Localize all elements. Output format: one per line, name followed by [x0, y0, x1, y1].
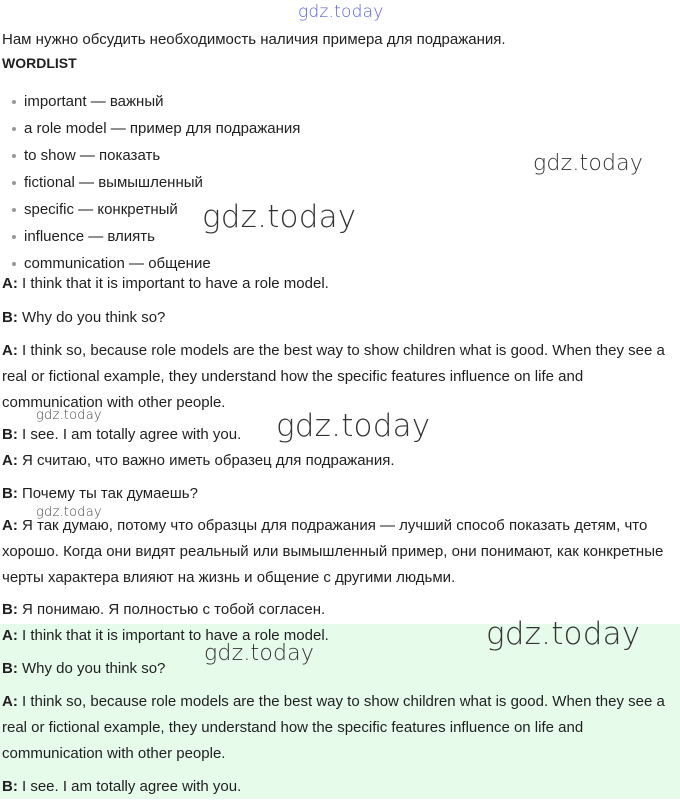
dialogue-line [2, 448, 678, 474]
dialogue-line [2, 656, 678, 682]
speaker-label: B: [2, 660, 18, 677]
speaker-label: B: [2, 778, 18, 795]
line-text: I think that it is important to have a role model. [17, 627, 329, 644]
dialogue-line [2, 689, 678, 767]
watermark: gdz.today [202, 199, 357, 235]
line-text: Я понимаю. Я полностью с тобой согласен. [17, 601, 326, 618]
speaker-label: B: [2, 426, 18, 443]
watermark: gdz.today [486, 616, 641, 652]
watermark: gdz.today [298, 2, 384, 22]
dialogue-line [2, 338, 678, 416]
speaker-label: A: [2, 693, 18, 710]
list-item: fictional — вымышленный [12, 169, 300, 196]
list-item: to show — показать [12, 142, 300, 169]
intro-text: Нам нужно обсудить необходимость наличия примера для подражания. [2, 31, 506, 48]
watermark: gdz.today [36, 408, 102, 423]
dialogue-line [2, 271, 678, 297]
watermark: gdz.today [36, 505, 102, 520]
watermark: gdz.today [276, 408, 431, 444]
speaker-label: B: [2, 601, 18, 618]
line-text: Why do you think so? [17, 660, 166, 677]
line-text: Я считаю, что важно иметь образец для подражания. [17, 452, 395, 469]
list-item: influence — влиять [12, 223, 300, 250]
speaker-label: A: [2, 627, 18, 644]
speaker-label: A: [2, 452, 18, 469]
dialogue-line [2, 481, 678, 507]
wordlist-heading: WORDLIST [2, 55, 77, 71]
line-text: Почему ты так думаешь? [17, 485, 198, 502]
list-item: a role model — пример для подражания [12, 115, 300, 142]
list-item: communication — общение [12, 250, 300, 277]
speaker-label: B: [2, 485, 18, 502]
line-text: Why do you think so? [17, 309, 166, 326]
line-text: I think that it is important to have a role model. [17, 275, 329, 292]
speaker-label: A: [2, 275, 18, 292]
watermark: gdz.today [533, 151, 644, 176]
speaker-label: A: [2, 517, 18, 534]
list-item: important — важный [12, 88, 300, 115]
line-text: I see. I am totally agree with you. [17, 778, 242, 795]
speaker-label: B: [2, 309, 18, 326]
dialogue-line [2, 513, 678, 591]
watermark: gdz.today [204, 641, 315, 666]
line-text: I see. I am totally agree with you. [17, 426, 242, 443]
dialogue-line [2, 774, 678, 800]
line-text: I think so, because role models are the best way to show children what is good. When they see a real or fictional example, they understand how the specific features influence on life and communication with other people. [2, 342, 665, 411]
line-text: I think so, because role models are the best way to show children what is good. When they see a real or fictional example, they understand how the specific features influence on life and communication with other people. [2, 693, 665, 762]
dialogue-line [2, 305, 678, 331]
speaker-label: A: [2, 342, 18, 359]
line-text: Я так думаю, потому что образцы для подражания — лучший способ показать детям, что хорошо. Когда они видят реальный или вымышленный пример, они понимают, как конкретные черты характера влияют на жизнь и общение с другими людьми. [2, 517, 664, 586]
list-item: specific — конкретный [12, 196, 300, 223]
wordlist [12, 88, 300, 277]
